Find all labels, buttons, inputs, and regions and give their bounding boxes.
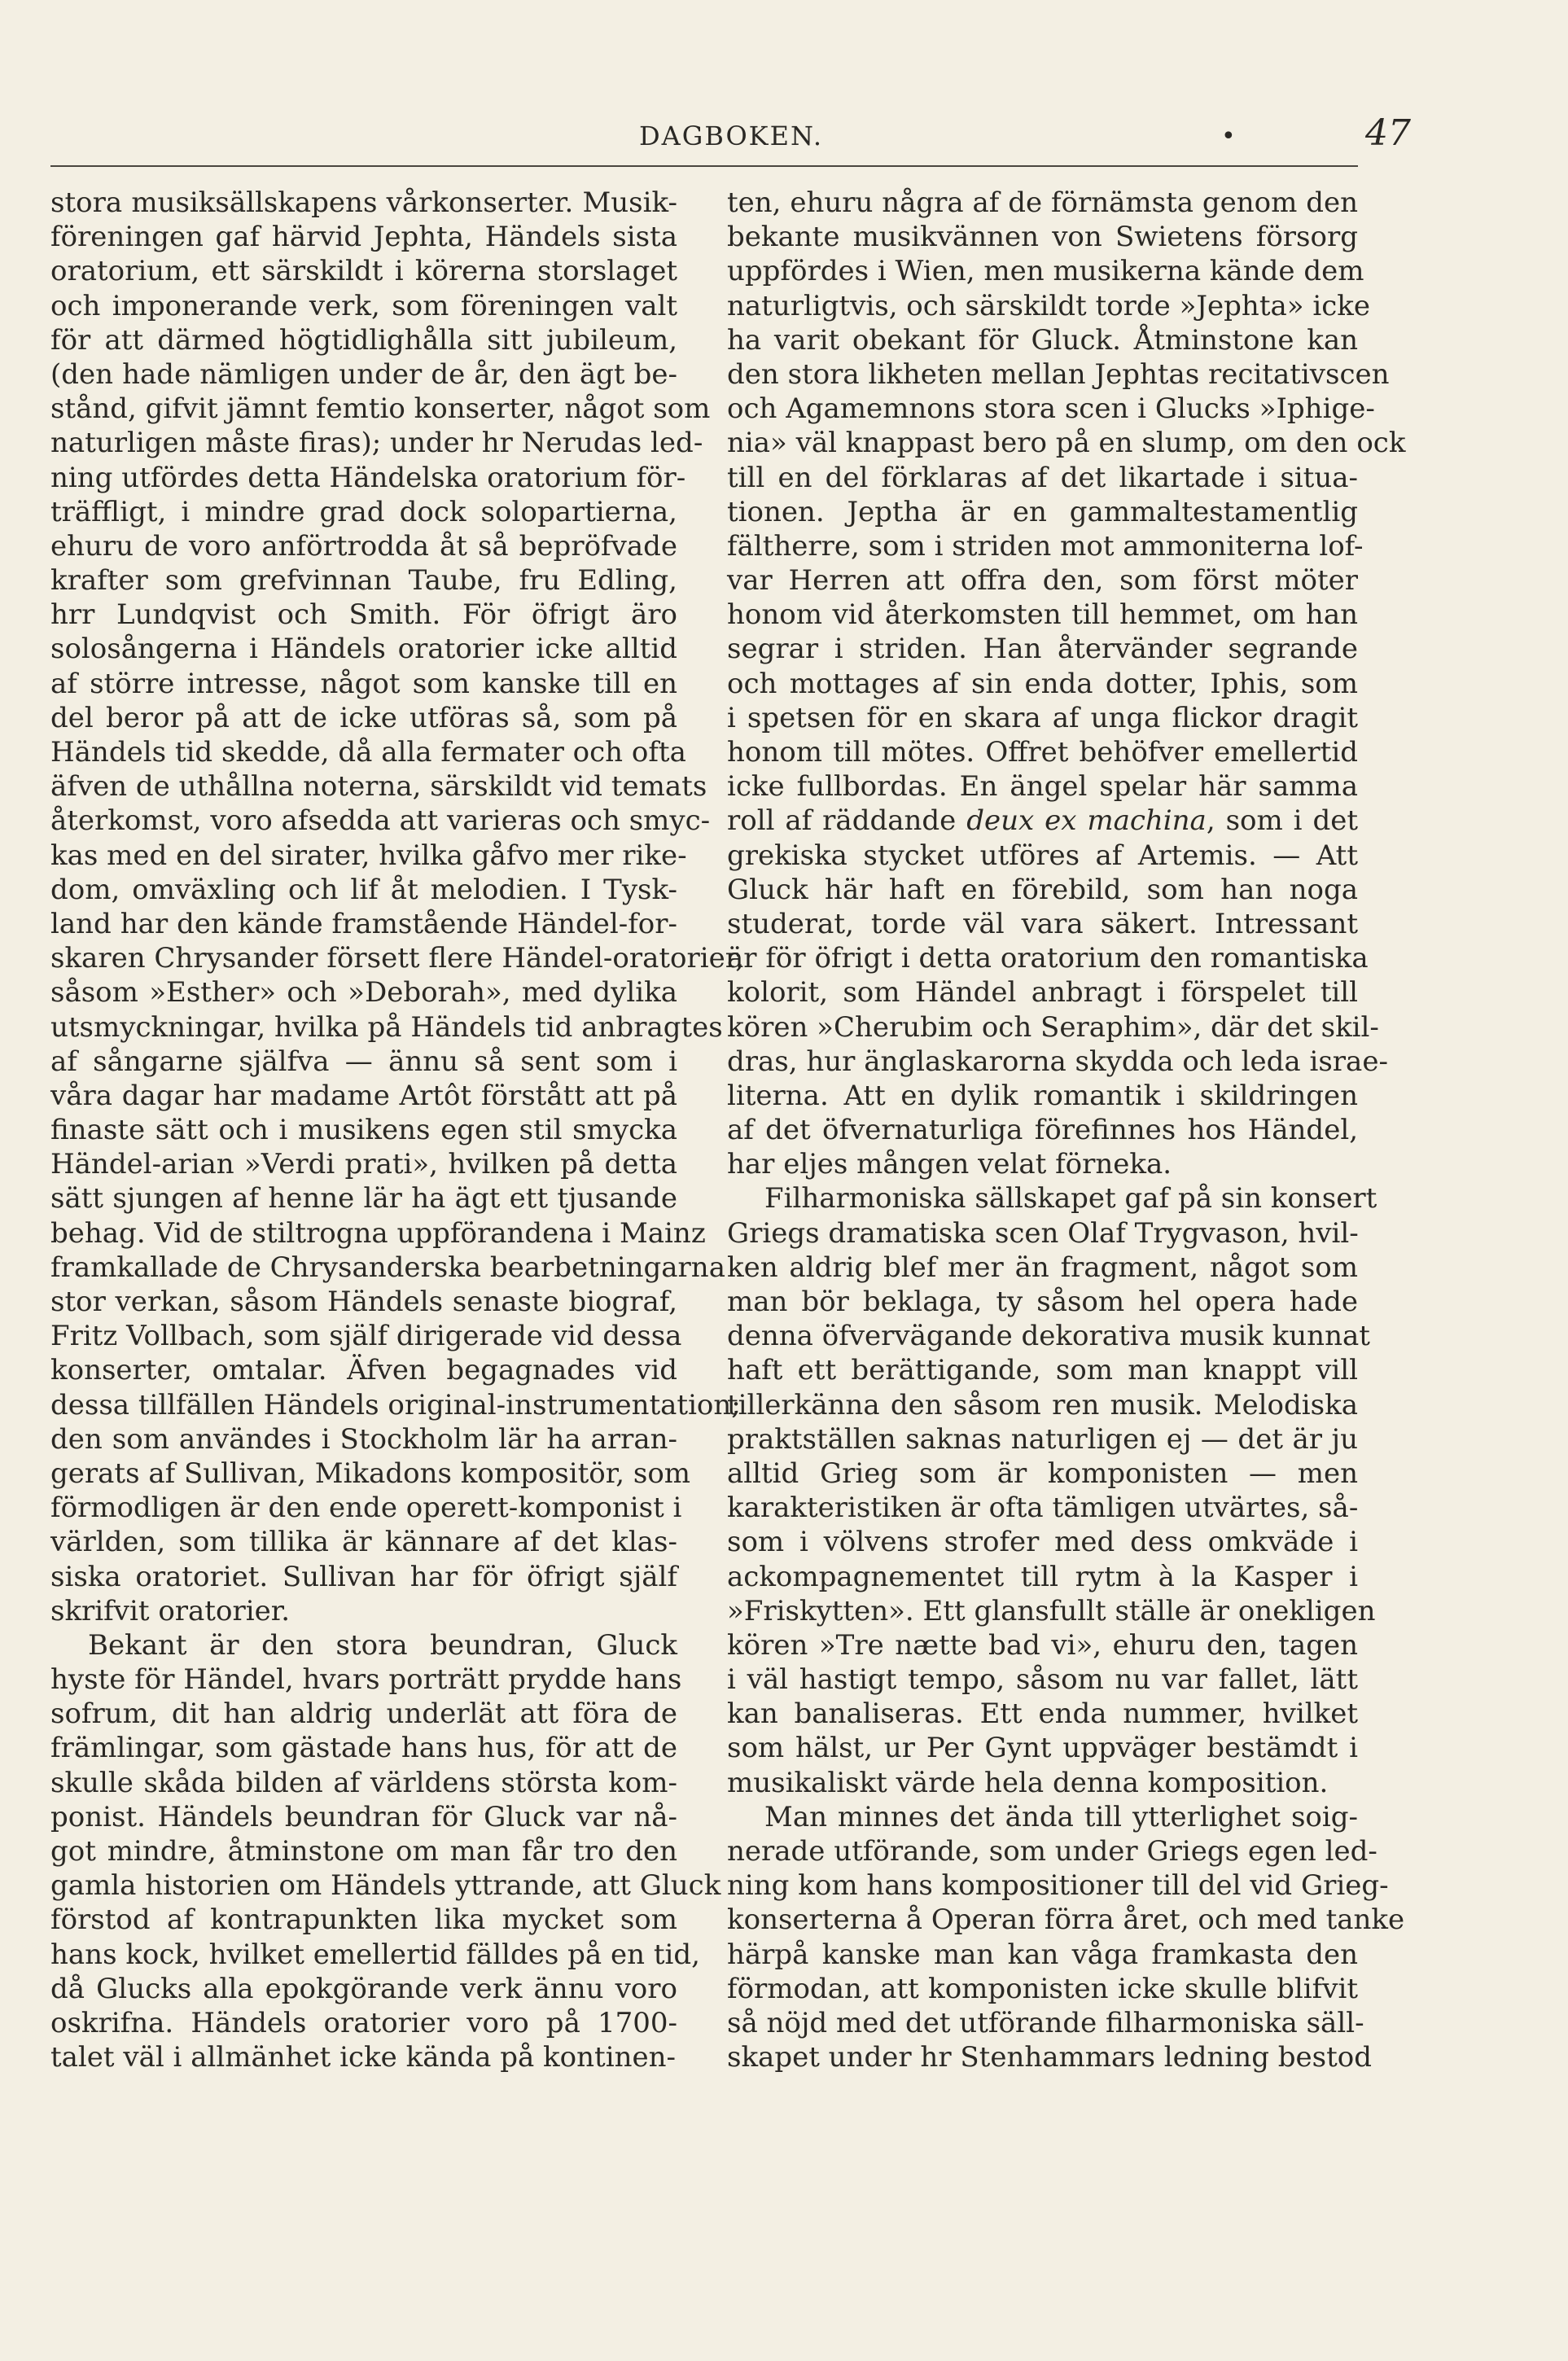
text-line: kan banaliseras. Ett enda nummer, hvilket bbox=[727, 1697, 1358, 1731]
text-line: skulle skåda bilden af världens största kom- bbox=[50, 1766, 677, 1799]
text-line: Bekant är den stora beundran, Gluck bbox=[88, 1628, 677, 1662]
text-line: kören »Cherubim och Seraphim», där det skil- bbox=[727, 1010, 1379, 1044]
text-line: framkallade de Chrysanderska bearbetningarna bbox=[50, 1251, 725, 1284]
text-line: behag. Vid de stiltrogna uppförandena i Mainz bbox=[50, 1216, 706, 1250]
text-line: oratorium, ett särskildt i körerna storslaget bbox=[50, 255, 677, 288]
text-line: hans kock, hvilket emellertid fälldes på en tid, bbox=[50, 1938, 700, 1971]
running-head bbox=[57, 112, 1411, 161]
text-line: ehuru de voro anförtrodda åt så bepröfvade bbox=[50, 529, 677, 563]
text-line: naturligen måste firas); under hr Nerudas led- bbox=[50, 427, 703, 460]
text-line: härpå kanske man kan våga framkasta den bbox=[727, 1938, 1358, 1971]
header-rule bbox=[50, 165, 1358, 167]
text-line: sofrum, dit han aldrig underlät att föra de bbox=[50, 1697, 677, 1731]
text-line: dras, hur änglaskarorna skydda och leda israe- bbox=[727, 1045, 1388, 1078]
text-line: ackompagnementet till rytm à la Kasper i bbox=[727, 1560, 1358, 1593]
text-line: siska oratoriet. Sullivan har för öfrigt själf bbox=[50, 1560, 677, 1593]
text-line: musikaliskt värde hela denna komposition. bbox=[727, 1766, 1329, 1799]
text-line: världen, som tillika är kännare af det klas- bbox=[50, 1526, 677, 1559]
text-line: literna. Att en dylik romantik i skildringen bbox=[727, 1079, 1358, 1112]
text-line: utsmyckningar, hvilka på Händels tid anbragtes bbox=[50, 1010, 723, 1044]
text-line: då Glucks alla epokgörande verk ännu voro bbox=[50, 1972, 677, 2005]
text-line: har eljes mången velat förneka. bbox=[727, 1148, 1172, 1181]
text-line: skaren Chrysander försett flere Händel-oratorier, bbox=[50, 942, 745, 975]
text-line: land har den kände framstående Händel-for- bbox=[50, 907, 677, 940]
text-line: sätt sjungen af henne lär ha ägt ett tjusande bbox=[50, 1182, 677, 1216]
text-line: uppfördes i Wien, men musikerna kände dem bbox=[727, 255, 1364, 288]
text-line: för att därmed högtidlighålla sitt jubileum, bbox=[50, 323, 677, 357]
text-line: naturligtvis, och särskildt torde »Jephta» icke bbox=[727, 289, 1371, 322]
text-line: ning kom hans kompositioner till del vid Grieg- bbox=[727, 1869, 1389, 1903]
text-line: af det öfvernaturliga förefinnes hos Händel, bbox=[727, 1114, 1358, 1147]
text-line: stor verkan, såsom Händels senaste biograf, bbox=[50, 1286, 677, 1318]
text-line: studerat, torde väl vara säkert. Intressant bbox=[727, 907, 1358, 940]
text-line: haft ett berättigande, som man knappt vill bbox=[727, 1354, 1358, 1387]
text-line: Händel-arian »Verdi prati», hvilken på detta bbox=[50, 1148, 677, 1181]
text-line: grekiska stycket utföres af Artemis. — Att bbox=[727, 839, 1358, 872]
text-line: såsom »Esther» och »Deborah», med dylika bbox=[50, 976, 677, 1010]
text-line: konserterna å Operan förra året, och med tanke bbox=[727, 1903, 1405, 1937]
text-line: Man minnes det ända till ytterlighet soig- bbox=[764, 1800, 1358, 1833]
text-line: främlingar, som gästade hans hus, för att de bbox=[50, 1732, 677, 1765]
text-line: ponist. Händels beundran för Gluck var nå- bbox=[50, 1800, 677, 1833]
text-line: förmodligen är den ende operett-komponist i bbox=[50, 1492, 682, 1525]
text-line: roll af räddande deux ex machina, som i det bbox=[727, 804, 1358, 838]
header-dot: • bbox=[1221, 122, 1236, 151]
text-line: förmodan, att komponisten icke skulle blifvit bbox=[727, 1972, 1358, 2005]
text-line: karakteristiken är ofta tämligen utvärtes, så- bbox=[727, 1492, 1359, 1525]
text-line: den stora likheten mellan Jephtas recitativscen bbox=[727, 357, 1390, 391]
text-line: gerats af Sullivan, Mikadons kompositör, som bbox=[50, 1456, 691, 1490]
running-title: DAGBOKEN. bbox=[639, 120, 824, 151]
text-line: kas med en del sirater, hvilka gåfvo mer rike- bbox=[50, 839, 687, 872]
text-line: var Herren att offra den, som först möter bbox=[727, 564, 1358, 598]
text-line: träffligt, i mindre grad dock solopartierna, bbox=[50, 495, 677, 528]
text-line: till en del förklaras af det likartade i situa- bbox=[727, 461, 1358, 494]
text-line: tionen. Jeptha är en gammaltestamentlig bbox=[727, 495, 1358, 528]
text-line: del beror på att de icke utföras så, som på bbox=[50, 701, 677, 734]
text-line: är för öfrigt i detta oratorium den romantiska bbox=[727, 942, 1369, 975]
text-line: fältherre, som i striden mot ammoniterna lof- bbox=[727, 529, 1364, 563]
text-line: i spetsen för en skara af unga flickor dragit bbox=[727, 701, 1358, 734]
text-line: Fritz Vollbach, som själf dirigerade vid dessa bbox=[50, 1320, 682, 1353]
text-line: förstod af kontrapunkten lika mycket som bbox=[50, 1903, 677, 1937]
text-line: man bör beklaga, ty såsom hel opera hade bbox=[727, 1286, 1358, 1318]
text-line: Filharmoniska sällskapet gaf på sin konsert bbox=[764, 1182, 1377, 1216]
text-line: talet väl i allmänhet icke kända på kontinen- bbox=[50, 2041, 676, 2074]
text-line: föreningen gaf härvid Jephta, Händels sista bbox=[50, 221, 677, 254]
text-line: våra dagar har madame Artôt förstått att på bbox=[50, 1079, 677, 1112]
text-line: denna öfvervägande dekorativa musik kunnat bbox=[727, 1320, 1370, 1353]
text-line: den som användes i Stockholm lär ha arran- bbox=[50, 1422, 677, 1456]
text-line: Griegs dramatiska scen Olaf Trygvason, hvil- bbox=[727, 1216, 1359, 1250]
text-line: hrr Lundqvist och Smith. För öfrigt äro bbox=[50, 598, 677, 632]
right-column bbox=[727, 186, 1406, 2074]
text-line: så nöjd med det utförande filharmoniska säll- bbox=[727, 2006, 1364, 2039]
text-line: gamla historien om Händels yttrande, att Gluck bbox=[50, 1869, 721, 1903]
text-line: solosångerna i Händels oratorier icke alltid bbox=[50, 633, 677, 666]
text-line: som hälst, ur Per Gynt uppväger bestämdt i bbox=[727, 1732, 1358, 1765]
left-column bbox=[50, 186, 745, 2074]
text-line: kolorit, som Händel anbragt i förspelet till bbox=[727, 976, 1358, 1010]
text-line: konserter, omtalar. Äfven begagnades vid bbox=[50, 1354, 677, 1387]
text-line: Gluck här haft en förebild, som han noga bbox=[727, 873, 1358, 906]
text-line: finaste sätt och i musikens egen stil smycka bbox=[50, 1114, 677, 1147]
text-line: icke fullbordas. En ängel spelar här samma bbox=[727, 770, 1358, 804]
text-line: ken aldrig blef mer än fragment, något som bbox=[727, 1251, 1358, 1284]
text-line: alltid Grieg som är komponisten — men bbox=[727, 1456, 1358, 1490]
text-line: dom, omväxling och lif åt melodien. I Tysk- bbox=[50, 873, 677, 906]
text-line: kören »Tre nætte bad vi», ehuru den, tagen bbox=[727, 1628, 1358, 1662]
text-line: nerade utförande, som under Griegs egen led- bbox=[727, 1835, 1377, 1868]
page-number: 47 bbox=[1365, 112, 1411, 154]
text-line: stånd, gifvit jämnt femtio konserter, något som bbox=[50, 392, 711, 426]
text-line: hyste för Händel, hvars porträtt prydde hans bbox=[50, 1663, 682, 1697]
text-line: och Agamemnons stora scen i Glucks »Iphige- bbox=[727, 392, 1375, 426]
text-line: krafter som grefvinnan Taube, fru Edling, bbox=[50, 564, 677, 598]
text-line: segrar i striden. Han återvänder segrande bbox=[727, 633, 1358, 666]
text-line: »Friskytten». Ett glansfullt ställe är onekligen bbox=[727, 1594, 1376, 1627]
text-line: (den hade nämligen under de år, den ägt be- bbox=[50, 357, 677, 391]
text-line: ha varit obekant för Gluck. Åtminstone kan bbox=[727, 323, 1358, 357]
text-line: skrifvit oratorier. bbox=[50, 1594, 291, 1627]
text-line: honom till mötes. Offret behöfver emellertid bbox=[727, 736, 1358, 769]
text-line: tillerkänna den såsom ren musik. Melodiska bbox=[727, 1388, 1358, 1421]
italic-phrase: deux ex machina bbox=[966, 804, 1207, 838]
text-line: got mindre, åtminstone om man får tro den bbox=[50, 1835, 677, 1868]
text-line: i väl hastigt tempo, såsom nu var fallet, lätt bbox=[727, 1663, 1358, 1697]
text-line: dessa tillfällen Händels original-instrumentation; bbox=[50, 1388, 741, 1421]
text-line: skapet under hr Stenhammars ledning bestod bbox=[727, 2041, 1373, 2074]
text-line: och mottages af sin enda dotter, Iphis, som bbox=[727, 667, 1358, 700]
text-line: ten, ehuru några af de förnämsta genom den bbox=[727, 186, 1358, 219]
text-line: bekante musikvännen von Swietens försorg bbox=[727, 221, 1358, 254]
text-line: ning utfördes detta Händelska oratorium för- bbox=[50, 461, 686, 494]
text-line: och imponerande verk, som föreningen valt bbox=[50, 289, 677, 322]
text-line: som i völvens strofer med dess omkväde i bbox=[727, 1526, 1358, 1559]
text-line: nia» väl knappast bero på en slump, om den ock bbox=[727, 427, 1406, 460]
text-line: af sångarne själfva — ännu så sent som i bbox=[50, 1045, 677, 1078]
text-line: äfven de uthållna noterna, särskildt vid temats bbox=[50, 770, 707, 804]
text-line: stora musiksällskapens vårkonserter. Musik- bbox=[50, 186, 677, 219]
text-line: återkomst, voro afsedda att varieras och smyc- bbox=[50, 804, 711, 838]
text-line: oskrifna. Händels oratorier voro på 1700- bbox=[50, 2006, 677, 2039]
text-line: praktställen saknas naturligen ej — det är ju bbox=[727, 1422, 1358, 1456]
text-line: Händels tid skedde, då alla fermater och ofta bbox=[50, 736, 686, 769]
text-line: af större intresse, något som kanske till en bbox=[50, 667, 677, 700]
text-line: honom vid återkomsten till hemmet, om han bbox=[727, 598, 1358, 632]
